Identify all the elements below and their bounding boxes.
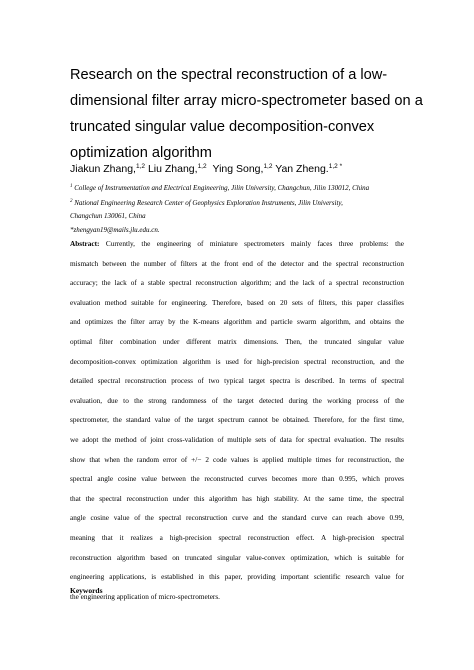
keywords-heading: Keywords (70, 586, 103, 595)
author-name: Liu Zhang, (147, 163, 198, 175)
abstract-text: that the spectral reconstruction under this algorithm has high stability. At the same time, the spectral (70, 494, 404, 503)
title-line: dimensional filter array micro-spectrometer based on a (70, 93, 423, 109)
abstract-line (70, 255, 404, 275)
affiliation-block (70, 180, 410, 237)
abstract-text: and optimizes the filter array by the K-means algorithm and particle swarm algorithm, and obtains the (70, 318, 404, 327)
author-affiliation-mark: 1,2 (135, 163, 146, 170)
abstract-text: spectrometer, the standard value of the target spectrum cannot be obtained. Therefore, for the first time, (70, 416, 404, 425)
abstract-text: reconstruction algorithm based on truncated singular value-convex optimization, which is suitable for (70, 553, 404, 562)
abstract-line (70, 451, 404, 471)
abstract-text: engineering applications, is established in this paper, providing important scientific research value for (70, 573, 404, 582)
affiliation-mark: 1 (70, 184, 73, 189)
paper-title (70, 62, 423, 166)
abstract-line (70, 274, 404, 294)
affiliation-text: College of Instrumentation and Electrical Engineering, Jilin University, Changchun, Jilin 130012, China (74, 184, 370, 192)
abstract-text: mismatch between the number of filters at the front end of the detector and the spectral reconstruction (70, 259, 404, 268)
abstract-text: accuracy; the lack of a stable spectral reconstruction algorithm; and the lack of a spectral reconstruction (70, 279, 404, 288)
author-list (70, 163, 342, 175)
author-affiliation-mark: 1,2 (197, 163, 207, 170)
author-name: Jiakun Zhang, (70, 163, 136, 175)
abstract-text: evaluation method suitable for engineering. Therefore, based on 20 sets of filters, this paper classifies (70, 298, 404, 307)
abstract-line (70, 353, 404, 373)
abstract-text: meaning that it realizes a high-precision spectral reconstruction effect. A high-precision spectral (70, 533, 404, 542)
title-line: optimization algorithm (70, 145, 212, 161)
abstract-line (70, 470, 404, 490)
abstract (70, 235, 404, 607)
abstract-text: Currently, the engineering of miniature spectrometers mainly faces three problems: the (105, 240, 404, 248)
affiliation-line (70, 210, 410, 223)
abstract-line (70, 333, 404, 353)
abstract-line (70, 490, 404, 510)
title-line: truncated singular value decomposition-convex (70, 119, 375, 135)
email-text: *zhengyan19@mails.jlu.edu.cn. (70, 225, 160, 234)
abstract-line (70, 392, 404, 412)
affiliation-line (70, 195, 410, 210)
abstract-text: evaluation, due to the strong randomness of the target detected during the working process of the (70, 396, 404, 405)
abstract-line (70, 549, 404, 569)
affiliation-text: National Engineering Research Center of Geophysics Exploration Instruments, Jilin University, (74, 199, 343, 208)
abstract-text: decomposition-convex optimization algorithm is used for high-precision spectral reconstruction, and the (70, 357, 404, 366)
abstract-line (70, 509, 404, 529)
abstract-text: detailed spectral reconstruction process of two typical target spectra is described. In terms of spectral (70, 377, 404, 386)
abstract-text: show that when the random error of +/− 2 code values is applied multiple times for reconstruction, the (70, 455, 404, 464)
abstract-line (70, 313, 404, 333)
affiliation-text: Changchun 130061, China (70, 212, 146, 221)
abstract-line (70, 431, 404, 451)
abstract-label: Abstract: (70, 240, 100, 248)
abstract-text: spectral angle cosine value between the reconstructed curves becomes more than 0.995, which proves (70, 475, 404, 484)
abstract-line (70, 588, 404, 608)
affiliation-line (70, 180, 410, 195)
abstract-text: we adopt the method of joint cross-validation of multiple sets of data for spectral evaluation. The results (70, 435, 404, 444)
abstract-line (70, 568, 404, 588)
author-affiliation-mark: 1,2 (263, 163, 273, 170)
author-affiliation-mark: 1,2 * (328, 163, 343, 170)
abstract-text: angle cosine value of the spectral reconstruction curve and the standard curve can reach above 0.99, (70, 514, 404, 523)
affiliation-mark: 2 (70, 199, 73, 205)
abstract-line (70, 529, 404, 549)
title-line: Research on the spectral reconstruction of a low- (70, 67, 388, 83)
author-name: Yan Zheng. (275, 163, 329, 175)
abstract-text: optimal filter combination under different matrix dimensions. Then, the truncated singular value (70, 337, 404, 346)
abstract-text: the engineering application of micro-spectrometers. (70, 592, 220, 601)
abstract-line (70, 411, 404, 431)
abstract-line (70, 372, 404, 392)
author-name: Ying Song, (212, 163, 264, 175)
abstract-line (70, 235, 404, 255)
abstract-line (70, 294, 404, 314)
